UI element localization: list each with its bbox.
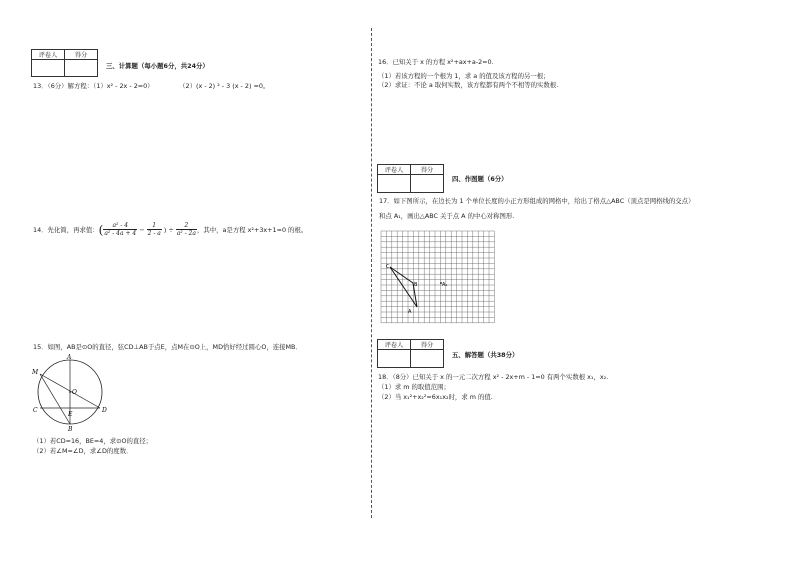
score-table-3-score-cell	[411, 350, 444, 368]
grid-label-a: A	[408, 309, 412, 315]
grid-lines	[381, 231, 494, 323]
label-d: D	[102, 407, 107, 414]
label-b: B	[68, 426, 73, 432]
question-16: 16．已知关于 x 的方程 x²+ax+a-2=0.	[378, 58, 494, 66]
score-table-2-score-cell	[411, 175, 444, 193]
question-15: 15．如图，AB是⊙O的直径，弦CD⊥AB于点E，点M在⊙O上，MD恰好经过圆心O，连接MB．	[33, 343, 302, 351]
q14-fraction-2	[147, 222, 162, 237]
score-table-score-header: 得分	[65, 50, 98, 60]
score-table-3-reviewer-cell	[378, 350, 411, 368]
score-table-2-reviewer-cell	[378, 175, 411, 193]
question-18: 18．（8分）已知关于 x 的一元二次方程 x² - 2x+m - 1=0 有两个实数根 x₁，x₂.	[378, 373, 609, 381]
q14-frac2-num: 1	[147, 222, 162, 230]
circle-figure	[30, 352, 110, 432]
grid-label-a1: A₁	[442, 282, 448, 288]
section5-title: 五、解答题（共38分）	[452, 351, 519, 359]
score-table-3	[377, 339, 444, 368]
q18-sub2: （2）当 x₁²+x₂²=6x₁x₂时，求 m 的值.	[378, 393, 493, 401]
score-table-2	[377, 164, 444, 193]
q14-fraction-3	[176, 222, 197, 237]
q17-line1: 17．如下图所示，在边长为 1 个单位长度的小正方形组成的网格中，给出了格点△ABC（顶点是网格线的交点）	[379, 197, 695, 205]
q14-minus: −	[139, 225, 145, 234]
q14-frac3-den: a² - 2a	[176, 230, 196, 237]
q14-suffix: ，其中，a是方程 x²+3x+1=0 的根。	[196, 225, 308, 234]
question-13: 13．（6分）解方程：（1）x² - 2x - 2=0） （2）(x - 2) ² - 3 (x - 2) =0。	[33, 82, 270, 90]
q18-sub1: （1）求 m 的取值范围；	[378, 383, 450, 391]
grid-label-c: C	[386, 264, 390, 270]
score-table-reviewer-cell	[32, 60, 65, 77]
q14-prefix: 14．先化简，再求值：	[33, 225, 99, 234]
q16-sub2: （2）求证：不论 a 取何实数，该方程都有两个不相等的实数根.	[378, 81, 559, 89]
grid-figure	[380, 230, 496, 324]
label-o: O	[72, 389, 77, 396]
segment-mb	[40, 374, 70, 424]
q16-sub1: （1）若该方程的一个根为 1，求 a 的值及该方程的另一根；	[378, 72, 550, 80]
q14-frac2-den: 2 - a	[147, 230, 161, 237]
question-14	[33, 222, 307, 237]
score-table-score-cell	[65, 60, 98, 77]
q14-frac1-num: a² - 4	[103, 222, 137, 230]
q15-sub1: （1）若CD=16，BE=4，求⊙O的直径；	[33, 437, 153, 445]
section3-title: 三、计算题（每小题6分，共24分）	[106, 62, 209, 70]
score-table-2-score-header: 得分	[411, 165, 444, 175]
q14-open-paren: (	[98, 222, 104, 237]
page-divider	[371, 28, 372, 518]
score-table-reviewer-header: 评卷人	[32, 50, 65, 60]
q14-frac1-den: a² - 4a + 4	[104, 230, 137, 237]
q17-line2: 和点 A₁，画出△ABC 关于点 A 的中心对称图形.	[379, 212, 515, 220]
q14-fraction-1	[103, 222, 137, 237]
score-table-2-reviewer-header: 评卷人	[378, 165, 411, 175]
label-m: M	[32, 369, 39, 376]
section4-title: 四、作图题（6分）	[452, 175, 508, 183]
grid-label-b: B	[414, 282, 418, 288]
q15-sub2: （2）若∠M=∠D，求∠D的度数．	[33, 447, 133, 455]
label-c: C	[33, 407, 38, 414]
score-table-3-score-header: 得分	[411, 340, 444, 350]
score-table	[31, 49, 98, 77]
score-table-3-reviewer-header: 评卷人	[378, 340, 411, 350]
center-point	[69, 391, 71, 393]
label-a: A	[67, 354, 72, 361]
q14-frac3-num: 2	[176, 222, 197, 230]
q14-divide: ) ÷	[163, 225, 174, 234]
label-e: E	[68, 411, 73, 418]
